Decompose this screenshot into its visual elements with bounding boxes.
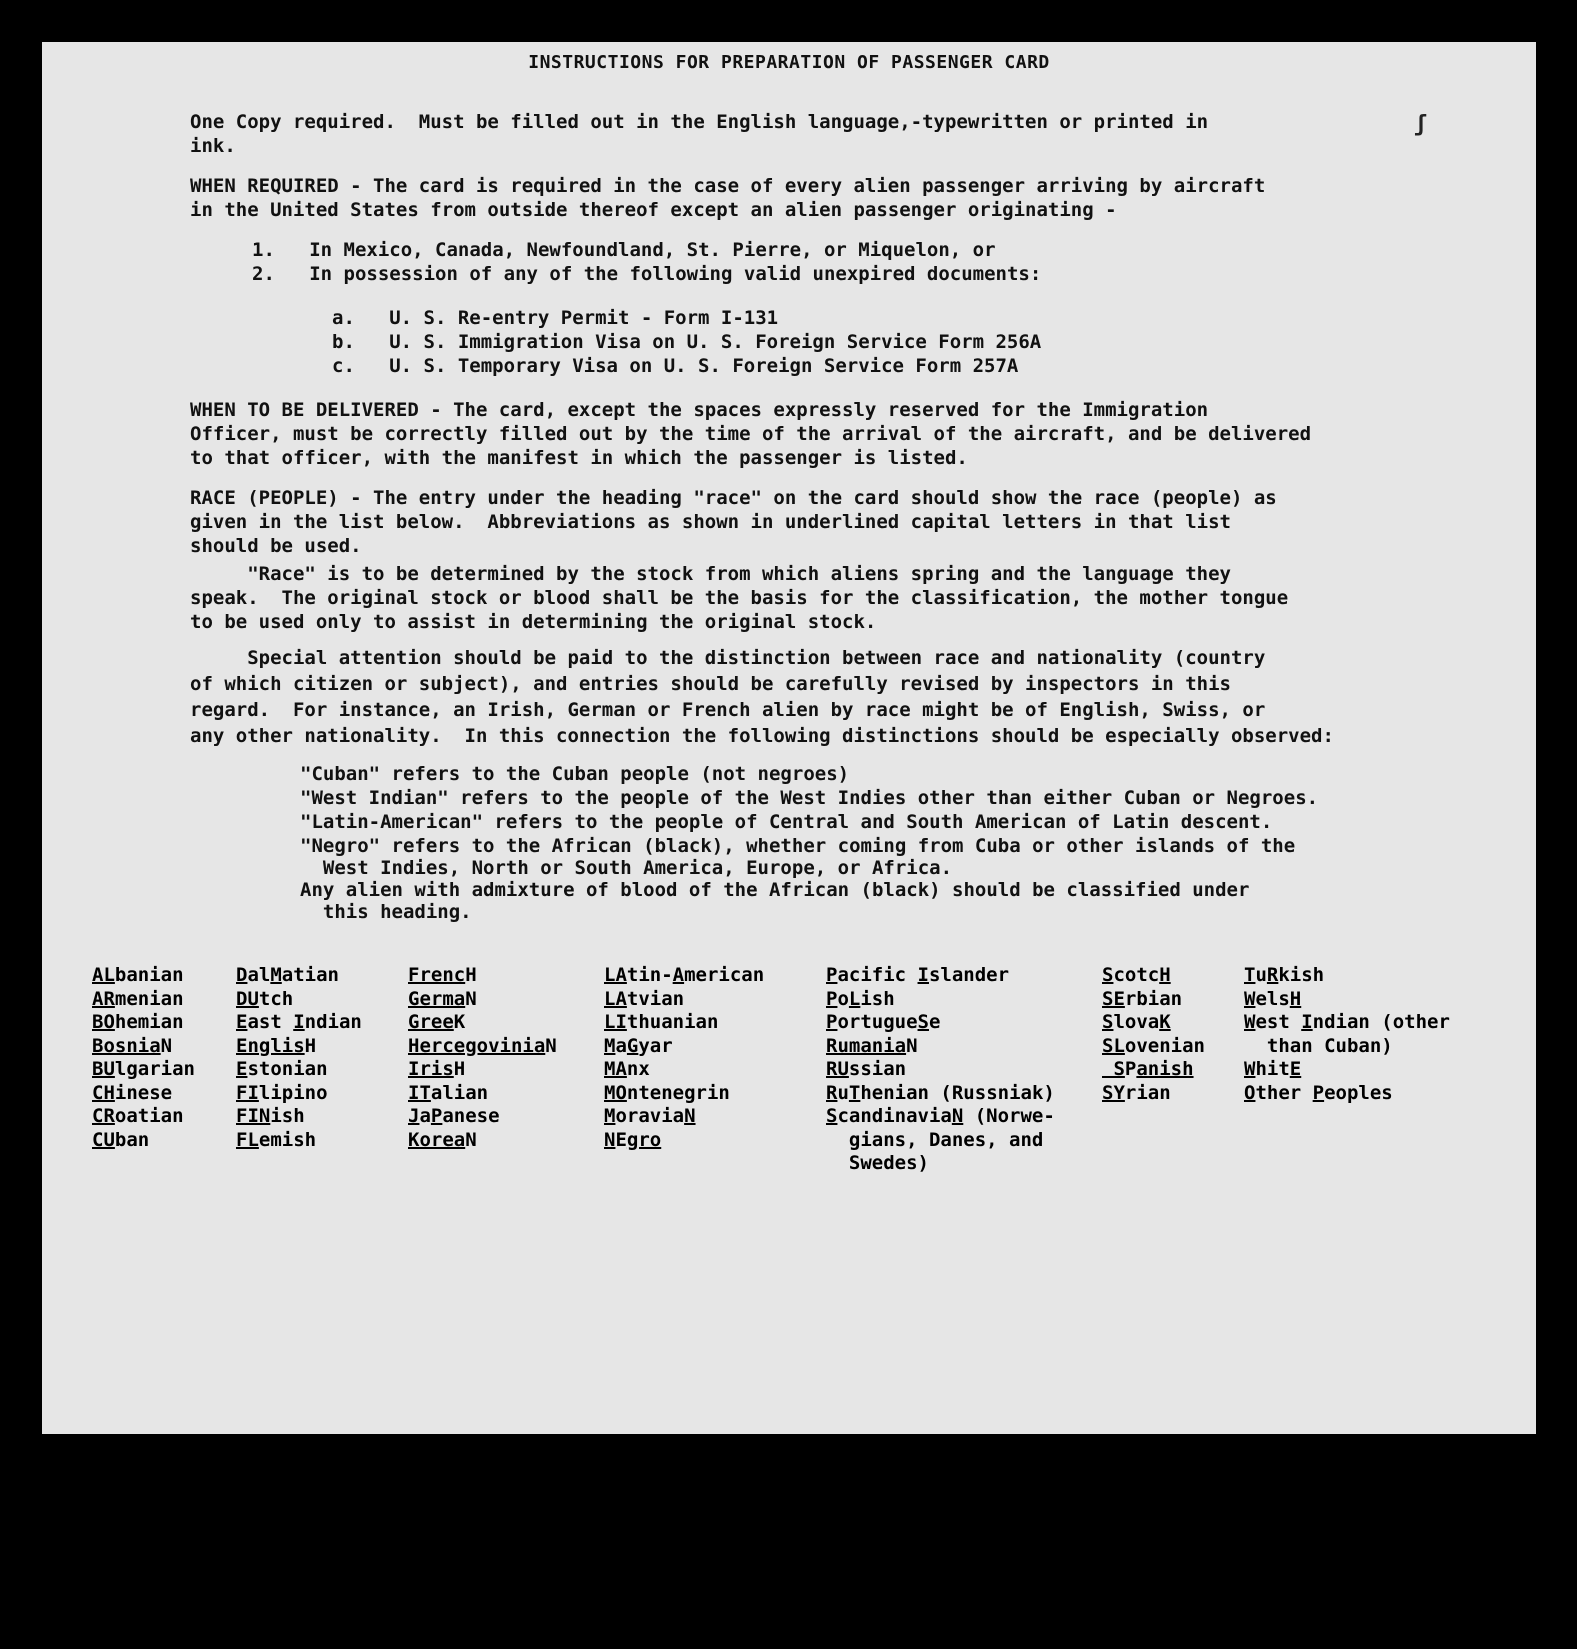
race-list-column-6 <box>1102 964 1205 1105</box>
race-list-item: FrencH <box>408 964 477 986</box>
race-list-item: IrisH <box>408 1058 466 1080</box>
race-list-item: BOhemian <box>92 1011 184 1033</box>
race-list-item: Swedes) <box>826 1152 929 1174</box>
race-list-item: FINish <box>236 1105 305 1127</box>
race-list-item: JaPanese <box>408 1105 500 1127</box>
race-list-item: NEgro <box>604 1128 662 1151</box>
race-list-item: GermaN <box>408 987 477 1010</box>
race-list-item: RumaniaN <box>826 1034 918 1057</box>
race-definition-line-3: to be used only to assist in determining the original stock. <box>190 611 877 633</box>
special-attention-line-1: Special attention should be paid to the distinction between race and nationality (country <box>190 647 1266 669</box>
admixture-line-2: this heading. <box>300 901 472 923</box>
when-required-line-2: in the United States from outside thereof except an alien passenger originating - <box>190 199 1117 221</box>
special-attention-line-3: regard. For instance, an Irish, German or French alien by race might be of English, Swiss, or <box>190 699 1266 721</box>
race-list-item: DUtch <box>236 987 294 1010</box>
distinction-negro-line-2: West Indies, North or South America, Europe, or Africa. <box>300 857 953 879</box>
document-item-a: a. U. S. Re-entry Permit - Form I-131 <box>332 307 779 329</box>
race-list-item: CRoatian <box>92 1105 184 1127</box>
race-list-item: MoraviaN <box>604 1105 696 1127</box>
race-list-item: LAtin-American <box>604 964 765 986</box>
race-list-item: ScotcH <box>1102 964 1171 986</box>
race-line-3: should be used. <box>190 535 362 557</box>
race-list-item: ITalian <box>408 1081 489 1104</box>
race-list-item: BUlgarian <box>92 1058 195 1080</box>
race-list-item: FLemish <box>236 1128 317 1151</box>
race-list-item: HercegoviniaN <box>408 1034 557 1057</box>
race-list-item: FIlipino <box>236 1081 328 1104</box>
handwritten-mark-icon: ʃ <box>1414 112 1428 137</box>
race-list-item: WhitE <box>1244 1058 1302 1080</box>
exemption-item-1: 1. In Mexico, Canada, Newfoundland, St. Pierre, or Miquelon, or <box>252 239 996 261</box>
race-list-item: KoreaN <box>408 1128 477 1151</box>
passenger-card-instructions-page <box>42 42 1536 1434</box>
race-list-item: than Cuban) <box>1244 1034 1393 1057</box>
race-list-item: EnglisH <box>236 1034 317 1057</box>
race-list-item: MAnx <box>604 1058 650 1080</box>
race-line-1: RACE (PEOPLE) - The entry under the heading "race" on the card should show the race (people) as <box>190 487 1277 509</box>
document-item-b: b. U. S. Immigration Visa on U. S. Foreign Service Form 256A <box>332 331 1042 353</box>
distinction-west-indian: "West Indian" refers to the people of the West Indies other than either Cuban or Negroes. <box>300 787 1319 809</box>
race-list-item: GreeK <box>408 1011 466 1033</box>
race-list-item: Pacific Islander <box>826 964 1010 986</box>
race-definition-line-1: "Race" is to be determined by the stock from which aliens spring and the language they <box>190 563 1231 585</box>
race-list-item: PortugueSe <box>826 1011 941 1033</box>
when-delivered-line-1: WHEN TO BE DELIVERED - The card, except the spaces expressly reserved for the Immigration <box>190 399 1209 421</box>
intro-line-1: One Copy required. Must be filled out in the English language,-typewritten or printed in <box>190 111 1209 133</box>
race-list-item: ScandinaviaN (Norwe- <box>826 1105 1055 1127</box>
document-title: INSTRUCTIONS FOR PREPARATION OF PASSENGER CARD <box>528 52 1050 73</box>
race-list-item: West Indian (other <box>1244 1011 1450 1033</box>
race-list-item: ARmenian <box>92 987 184 1010</box>
race-list-item: RuThenian (Russniak) <box>826 1081 1055 1104</box>
exemption-item-2: 2. In possession of any of the following valid unexpired documents: <box>252 263 1042 285</box>
race-list-item: TuRkish <box>1244 964 1325 986</box>
special-attention-line-4: any other nationality. In this connection the following distinctions should be especially observed: <box>190 725 1334 747</box>
race-list-item: LIthuanian <box>604 1011 719 1033</box>
race-list-column-5 <box>826 964 1055 1176</box>
race-list-item: Other Peoples <box>1244 1081 1393 1104</box>
race-list-item: WelsH <box>1244 987 1302 1010</box>
race-list-column-4 <box>604 964 764 1152</box>
when-required-line-1: WHEN REQUIRED - The card is required in the case of every alien passenger arriving by aircraft <box>190 175 1266 197</box>
race-list-item: SPanish <box>1102 1058 1194 1080</box>
race-list-item: BosniaN <box>92 1034 173 1057</box>
intro-line-2: ink. <box>190 135 236 157</box>
special-attention-line-2: of which citizen or subject), and entries should be carefully revised by inspectors in this <box>190 673 1231 695</box>
race-list-item: LAtvian <box>604 987 685 1010</box>
race-list-column-3 <box>408 964 557 1152</box>
race-list-item: gians, Danes, and <box>826 1128 1044 1151</box>
race-list-item: SErbian <box>1102 987 1183 1010</box>
distinction-cuban: "Cuban" refers to the Cuban people (not negroes) <box>300 763 850 785</box>
race-list-item: RUssian <box>826 1058 907 1080</box>
race-list-item: PoLish <box>826 987 895 1010</box>
race-list-item: East Indian <box>236 1011 362 1033</box>
document-item-c: c. U. S. Temporary Visa on U. S. Foreign Service Form 257A <box>332 355 1019 377</box>
race-list-item: Estonian <box>236 1058 328 1080</box>
race-list-item: CHinese <box>92 1081 173 1104</box>
race-list-item: MOntenegrin <box>604 1081 730 1104</box>
race-list-item: CUban <box>92 1128 150 1151</box>
race-list-column-7 <box>1244 964 1450 1105</box>
race-list-item: MaGyar <box>604 1034 673 1057</box>
race-list-column-1 <box>92 964 195 1152</box>
race-list-item: SlovaK <box>1102 1011 1171 1033</box>
race-definition-line-2: speak. The original stock or blood shall be the basis for the classification, the mother tongue <box>190 587 1289 609</box>
distinction-latin-american: "Latin-American" refers to the people of Central and South American of Latin descent. <box>300 811 1273 833</box>
race-list-column-2 <box>236 964 362 1152</box>
race-list-item: SYrian <box>1102 1081 1171 1104</box>
race-line-2: given in the list below. Abbreviations as shown in underlined capital letters in that list <box>190 511 1231 533</box>
admixture-line-1: Any alien with admixture of blood of the African (black) should be classified under <box>300 879 1250 901</box>
when-delivered-line-3: to that officer, with the manifest in which the passenger is listed. <box>190 447 968 469</box>
race-list-item: ALbanian <box>92 964 184 986</box>
race-list-item: DalMatian <box>236 964 339 986</box>
when-delivered-line-2: Officer, must be correctly filled out by the time of the arrival of the aircraft, and be delivered <box>190 423 1312 445</box>
race-list-item: SLovenian <box>1102 1034 1205 1057</box>
distinction-negro-line-1: "Negro" refers to the African (black), whether coming from Cuba or other islands of the <box>300 835 1296 857</box>
